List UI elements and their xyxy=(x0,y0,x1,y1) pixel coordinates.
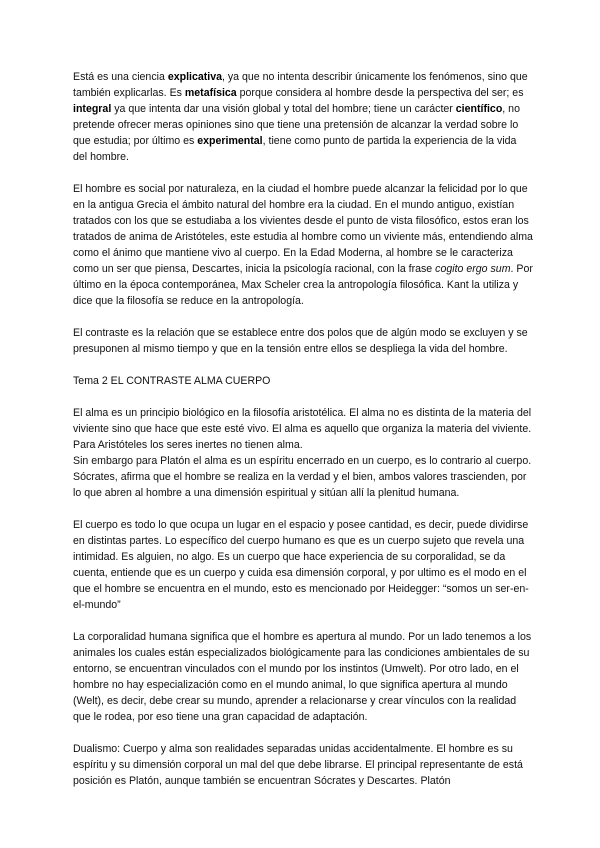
bold-term-integral: integral xyxy=(73,103,112,115)
text-run: Está es una ciencia xyxy=(73,71,168,83)
paragraph-body: El cuerpo es todo lo que ocupa un lugar en el espacio y posee cantidad, es decir, puede dividirse en distintas partes. Lo específico del cuerpo humano es que es un cuerpo sujeto que revela una intimidad. Es alguien, no algo. Es un cuerpo que hace experiencia de su corporalidad, se da cuenta, entiende que es un cuerpo y cuida esa dimensión corporal, y por ultimo es el modo en el que el hombre se encuentra en el mundo, esto es mencionado por Heidegger: “somos un ser-en-el-mundo” xyxy=(73,519,529,611)
bold-term-cientifico: científico xyxy=(455,103,503,115)
paragraph-contrast-definition: El contraste es la relación que se establece entre dos polos que de algún modo se excluyen y se presuponen al mismo tiempo y que en la tensión entre ellos se despliega la vida del hombre. xyxy=(73,327,528,355)
text-run: , ya que no intenta describir únicamente los fenómenos, sino que también explicarlas. Es xyxy=(73,71,528,99)
bold-term-experimental: experimental xyxy=(197,135,263,147)
paragraph-dualism: Dualismo: Cuerpo y alma son realidades separadas unidas accidentalmente. El hombre es su espíritu y su dimensión corporal un mal del que debe librarse. El principal representante de está posición es Platón, aunque también se encuentran Sócrates y Descartes. Platón xyxy=(73,743,523,787)
page-content xyxy=(73,69,533,789)
paragraph-soul-plato: Sin embargo para Platón el alma es un espíritu encerrado en un cuerpo, es lo contrario al cuerpo. Sócrates, afirma que el hombre se realiza en la verdad y el bien, ambos valores trascienden, por lo que abren al hombre a una dimensión espiritual y sitúan allí la plenitud humana. xyxy=(73,455,532,499)
text-run: ya que intenta dar una visión global y total del hombre; tiene un carácter xyxy=(111,103,456,115)
text-run: , no pretende ofrecer meras opiniones sino que tiene una pretensión de alcanzar la verdad sobre lo que estudia; por último es xyxy=(73,103,520,147)
text-run: , tiene como punto de partida la experiencia de la vida del hombre. xyxy=(73,135,517,163)
text-run: . Por último en la época contemporánea, Max Scheler crea la antropología filosófica. Kant la utiliza y dice que la filosofía se reduce en la antropología. xyxy=(73,263,533,307)
bold-term-metafisica: metafísica xyxy=(184,87,237,99)
paragraph-soul-aristotle: El alma es un principio biológico en la filosofía aristotélica. El alma no es distinta de la materia del viviente sino que hace que este esté vivo. El alma es aquello que organiza la materia del viviente. Para Aristóteles los seres inertes no tienen alma. xyxy=(73,407,532,451)
paragraph-social-history xyxy=(73,181,533,309)
text-run: El hombre es social por naturaleza, en la ciudad el hombre puede alcanzar la felicidad por lo que en la antigua Grecia el ámbito natural del hombre era la ciudad. En el mundo antiguo, existían tratados con los que se estudiaba a los vivientes desde el punto de vista filosófico, estos eran los tratados de anima de Aristóteles, este estudia al hombre como un viviente más, entendiendo alma como el ánimo que mantiene vivo al cuerpo. En la Edad Moderna, al hombre se le caracteriza como un ser que piensa, Descartes, inicia la psicología racional, con la frase xyxy=(73,183,533,275)
paragraph-characteristics xyxy=(73,69,533,165)
bold-term-explicativa: explicativa xyxy=(167,71,222,83)
section-heading: Tema 2 EL CONTRASTE ALMA CUERPO xyxy=(73,375,271,387)
paragraph-corporality: La corporalidad humana significa que el hombre es apertura al mundo. Por un lado tenemos a los animales los cuales están especializados biológicamente para las condiciones ambientales de su entorno, se encuentran vinculados con el mundo por los instintos (Umwelt). Por otro lado, en el hombre no hay especialización como en el mundo animal, lo que significa apertura al mundo (Welt), es decir, debe crear su mundo, aprender a relacionarse y crear vínculos con la realidad que le rodea, por eso tiene una gran capacidad de adaptación. xyxy=(73,631,532,723)
text-run: porque considera al hombre desde la perspectiva del ser; es xyxy=(236,87,524,99)
italic-quote-cogito: cogito ergo sum xyxy=(435,263,511,275)
